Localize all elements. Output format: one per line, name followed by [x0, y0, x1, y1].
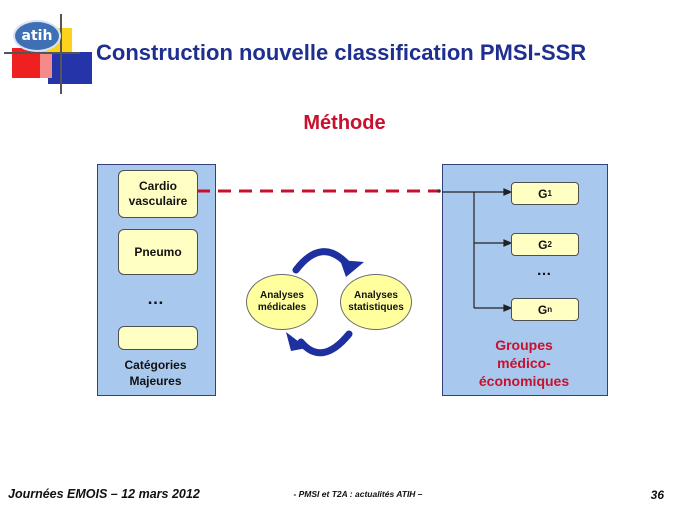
group-g2	[511, 233, 579, 256]
analyses-statistiques-circle	[340, 274, 412, 330]
analyses-medicales-circle	[246, 274, 318, 330]
atih-logo: atih	[13, 20, 61, 52]
footer-subtitle: - PMSI et T2A : actualités ATIH –	[293, 489, 423, 499]
groups-ellipsis: …	[536, 262, 552, 279]
group-letter: G	[538, 186, 548, 201]
groups-label	[442, 336, 606, 390]
circle-text-line: statistiques	[348, 302, 404, 313]
label-line-3: économiques	[478, 373, 570, 389]
connector-dot	[437, 189, 441, 193]
group-letter: G	[538, 237, 548, 252]
method-title: Méthode	[303, 112, 386, 134]
circle-text-line: Analyses	[260, 290, 304, 301]
group-subscript: 1	[547, 189, 552, 198]
major-categories-label	[97, 357, 214, 389]
categories-ellipsis: …	[147, 289, 164, 308]
cycle-arrow-top	[296, 252, 348, 270]
group-subscript: n	[547, 305, 553, 314]
group-subscript: 2	[547, 240, 552, 249]
group-letter: G	[537, 302, 548, 317]
page-number: 36	[650, 488, 664, 502]
label-line-2: Majeures	[129, 374, 182, 388]
label-line-1: Groupes	[495, 337, 553, 353]
cycle-arrowhead-top	[340, 260, 364, 277]
slide-title: Construction nouvelle classification PMSI-SSR	[96, 40, 587, 65]
group-tree-connectors	[442, 189, 511, 311]
category-pneumo: Pneumo	[118, 229, 198, 275]
label-line-1: Catégories	[124, 358, 187, 372]
category-empty-box	[118, 326, 198, 350]
footer-event: Journées EMOIS – 12 mars 2012	[8, 487, 200, 501]
group-gn	[511, 298, 579, 321]
category-cardio-vasculaire: Cardio vasculaire	[118, 170, 198, 218]
circle-text-line: Analyses	[354, 290, 398, 301]
circle-text-line: médicales	[257, 302, 307, 313]
label-line-2: médico-	[497, 355, 551, 371]
group-g1	[511, 182, 579, 205]
cycle-arrow-bottom	[301, 334, 349, 353]
